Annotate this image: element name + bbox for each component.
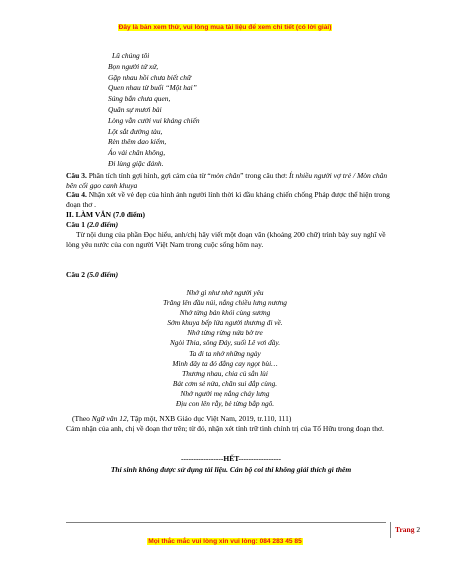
page-number-value: 2	[416, 525, 421, 534]
poem-line: Gặp nhau hồi chưa biết chữ	[108, 72, 191, 82]
poem-line: Ngòi Thia, sông Đáy, suối Lê vơi đầy.	[169, 338, 281, 348]
source-details: , Tập một, NXB Giáo dục Việt Nam, 2019, tr.110, 111)	[126, 414, 292, 423]
writing-question-1	[66, 220, 396, 250]
quoted-verse: Ít nhiều người vợ trẻ / Mòn chân bên cối gạo canh khuya	[66, 171, 388, 190]
contact-banner	[0, 538, 450, 545]
question-3	[66, 171, 396, 191]
page-number	[390, 522, 420, 538]
question-label: Câu 1	[66, 220, 87, 229]
writing-question-2	[66, 270, 396, 280]
question-score: (5.0 điểm)	[86, 270, 119, 279]
quoted-word: mòn chân	[210, 171, 241, 180]
essay-poem	[0, 288, 450, 409]
poem-line: Trăng lên đầu núi, nắng chiều lưng nương	[163, 298, 287, 308]
poem-source	[66, 414, 402, 424]
exam-note: Thí sinh không được sử dụng tài liệu. Cán bộ coi thi không giải thích gì thêm	[110, 465, 352, 474]
poem-line: Áo vải chân không,	[108, 148, 166, 158]
question-text: Phân tích tính gợi hình, gợi cảm của từ “	[86, 171, 211, 180]
question-text: Nhận xét về vẻ đẹp của hình ảnh người lính thời kì đầu kháng chiến chống Pháp được thể hiện trong đoạn thơ .	[66, 190, 390, 209]
section-title: II. LÀM VĂN (7.0 điểm)	[66, 210, 146, 219]
poem-line: Sớm khuya bếp lửa người thương đi về.	[167, 318, 283, 328]
poem-line: Nhớ từng bản khói cùng sương	[179, 308, 271, 318]
poem-line: Quân sự mươi bài	[108, 104, 162, 114]
question-text: ” trong câu thơ:	[240, 171, 290, 180]
end-mark: -----------------HẾT-----------------	[180, 454, 282, 463]
poem-line: Địu con lên rẫy, bẻ từng bắp ngô.	[175, 399, 275, 409]
question-label: Câu 3.	[66, 171, 87, 180]
page-label: Trang	[395, 525, 415, 534]
poem-line: Lột sắt đường tàu,	[108, 126, 163, 136]
poem-line: Mình đây ta đó đắng cay ngọt bùi…	[172, 358, 278, 368]
poem-line: Lòng vẫn cười vui kháng chiến	[108, 115, 200, 125]
source-book: Ngữ văn 12	[91, 414, 127, 423]
question-score: (2.0 điểm)	[86, 220, 119, 229]
question-4	[66, 190, 396, 210]
contact-text: Mọi thắc mắc vui lòng xin vui lòng: 084 283 45 85	[148, 538, 302, 545]
poem-line: Nhớ gì như nhớ người yêu	[186, 288, 264, 297]
reading-poem	[108, 51, 200, 170]
poem-line: Nhớ từng rừng nứa bờ tre	[187, 328, 263, 338]
question-label: Câu 4.	[66, 190, 87, 199]
poem-line: Lũ chúng tôi	[112, 51, 150, 60]
source-prefix: (Theo	[72, 414, 92, 423]
question-text: Từ nội dung của phần Đọc hiểu, anh/chị hãy viết một đoạn văn (khoảng 200 chữ) trình bày suy nghĩ về lòng yêu nước của con người Việt Nam trong cuộc sống hôm nay.	[66, 230, 386, 249]
poem-line: Thương nhau, chia củ sắn lùi	[182, 368, 268, 378]
preview-banner	[0, 24, 450, 31]
poem-line: Quen nhau từ buổi “Một hai”	[108, 83, 197, 93]
poem-line: Súng bắn chưa quen,	[108, 94, 171, 104]
preview-banner-text: Đây là bản xem thử, vui lòng mua tài liệu để xem chi tiết (có lời giải)	[118, 24, 332, 31]
poem-line: Rèn thêm dao kiếm,	[108, 137, 167, 147]
footer-divider	[66, 522, 386, 523]
essay-task: Cảm nhận của anh, chị về đoạn thơ trên; từ đó, nhận xét tính trữ tình chính trị của Tố Hữu trong đoạn thơ.	[66, 424, 384, 433]
question-label: Câu 2	[66, 270, 87, 279]
poem-line: Đi lùng giặc đánh.	[108, 158, 164, 168]
poem-line: Nhớ người mẹ nắng cháy lưng	[180, 388, 270, 398]
poem-line: Bọn người tứ xứ,	[108, 61, 159, 71]
poem-line: Ta đi ta nhớ những ngày	[189, 348, 261, 358]
poem-line: Bát cơm sẻ nửa, chăn sui đắp cùng.	[172, 378, 278, 388]
